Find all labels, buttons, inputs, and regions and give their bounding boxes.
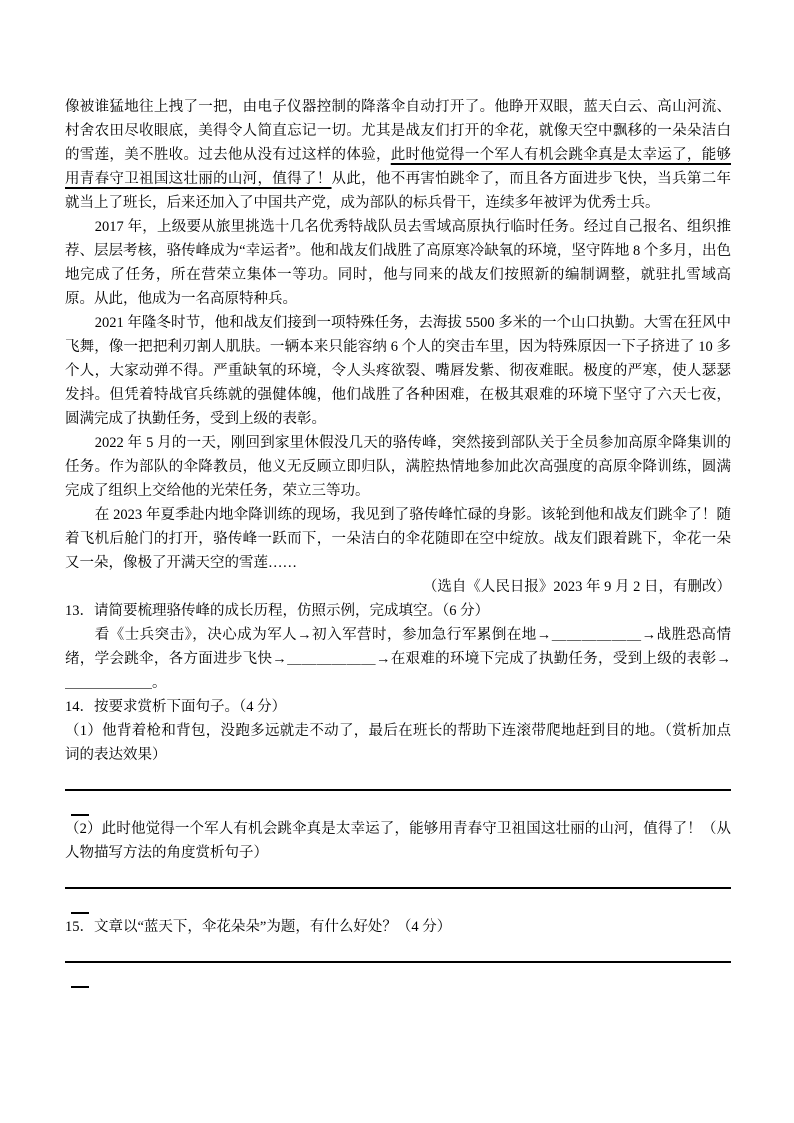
passage-paragraph-3: 2021 年隆冬时节，他和战友们接到一项特殊任务，去海拔 5500 多米的一个山口执勤。大雪在狂风中飞舞，像一把把利刃割人肌肤。一辆本来只能容纳 6 个人的突击车里，因为特殊原因一下子挤进了 10 多个人，大家动弹不得。严重缺氧的环境，令人头疼欲裂、嘴唇发紫、彻夜难眠。极度的严寒，使人瑟瑟发抖。但凭着特战官兵练就的强健体魄，他们战胜了各种困难，在极其艰难的环境下坚守了六天七夜，圆满完成了执勤任务，受到上级的表彰。 — [65, 315, 731, 427]
answer-line — [65, 939, 731, 963]
passage-paragraph-2: 2017 年，上级要从旅里挑选十几名优秀特战队员去雪域高原执行临时任务。经过自己报名、组织推荐、层层考核，骆传峰成为“幸运者”。他和战友们战胜了高原寒冷缺氧的环境，坚守阵地 8 个多月，出色地完成了任务，所在营荣立集体一等功。同时，他与同来的战友们按照新的编制调整，就驻扎雪域高原。从此，他成为一名高原特种兵。 — [65, 219, 731, 307]
question-13 — [65, 599, 731, 695]
answer-line — [65, 767, 731, 791]
source-attribution: （选自《人民日报》2023 年 9 月 2 日，有删改） — [422, 579, 731, 595]
answer-line-short — [71, 792, 89, 816]
question-14-stem: 14．按要求赏析下面句子。（4 分） — [65, 699, 287, 715]
reading-passage — [65, 95, 731, 599]
question-13-stem: 13．请简要梳理骆传峰的成长历程，仿照示例，完成填空。（6 分） — [65, 603, 490, 619]
passage-paragraph-4: 2022 年 5 月的一天，刚回到家里休假没几天的骆传峰，突然接到部队关于全员参加高原伞降集训的任务。作为部队的伞降教员，他义无反顾立即归队，满腔热情地参加此次高强度的高原伞降训练，圆满完成了组织上交给他的光荣任务，荣立三等功。 — [65, 435, 731, 499]
answer-line — [65, 865, 731, 889]
question-14-sub1: （1）他背着枪和背包，没跑多远就走不动了，最后在班长的帮助下连滚带爬地赶到目的地。（赏析加点词的表达效果） — [65, 723, 731, 763]
passage-paragraph-5: 在 2023 年夏季赴内地伞降训练的现场，我见到了骆传峰忙碌的身影。该轮到他和战友们跳伞了！随着飞机后舱门的打开，骆传峰一跃而下，一朵洁白的伞花随即在空中绽放。战友们跟着跳下，伞花一朵又一朵，像极了开满天空的雪莲…… — [65, 507, 731, 571]
question-14-sub2: （2）此时他觉得一个军人有机会跳伞真是太幸运了，能够用青春守卫祖国这壮丽的山河，值得了！（从人物描写方法的角度赏析句子） — [65, 821, 731, 861]
question-14 — [65, 695, 731, 914]
question-15-stem: 15．文章以“蓝天下，伞花朵朵”为题，有什么好处？（4 分） — [65, 919, 452, 935]
paragraph-1-text-before: 像被谁猛地往上拽了一把，由电子仪器控制的降落伞自动打开了。他睁开双眼，蓝天白云、高山河流、村舍农田尽收眼底，美得令人简直忘记一切。尤其是战友们打开的伞花，就像天空中飘移的一朵朵洁白的雪莲，美不胜收。过去他从没有过这样的体验， — [65, 99, 731, 163]
exam-content — [65, 95, 731, 988]
underlined-sentence: 此时他觉得一个军人有机会跳伞真是太幸运了，能够用青春守卫祖国这壮丽的山河，值得了！ — [65, 147, 731, 187]
answer-line-short — [71, 964, 89, 988]
passage-paragraph-1 — [65, 95, 731, 215]
question-15 — [65, 915, 731, 988]
answer-line-short — [71, 890, 89, 914]
paragraph-1-text-after: 从此，他不再害怕跳伞了，而且各方面进步飞快，当兵第二年就当上了班长，后来还加入了中国共产党，成为部队的标兵骨干，连续多年被评为优秀士兵。 — [65, 171, 732, 211]
question-13-fill-blanks: 看《士兵突击》，决心成为军人→初入军营时，参加急行军累倒在地→＿＿＿＿＿＿→战胜恐高情绪，学会跳伞，各方面进步飞快→＿＿＿＿＿＿→在艰难的环境下完成了执勤任务，受到上级的表彰→＿＿＿＿＿＿。 — [65, 627, 731, 691]
